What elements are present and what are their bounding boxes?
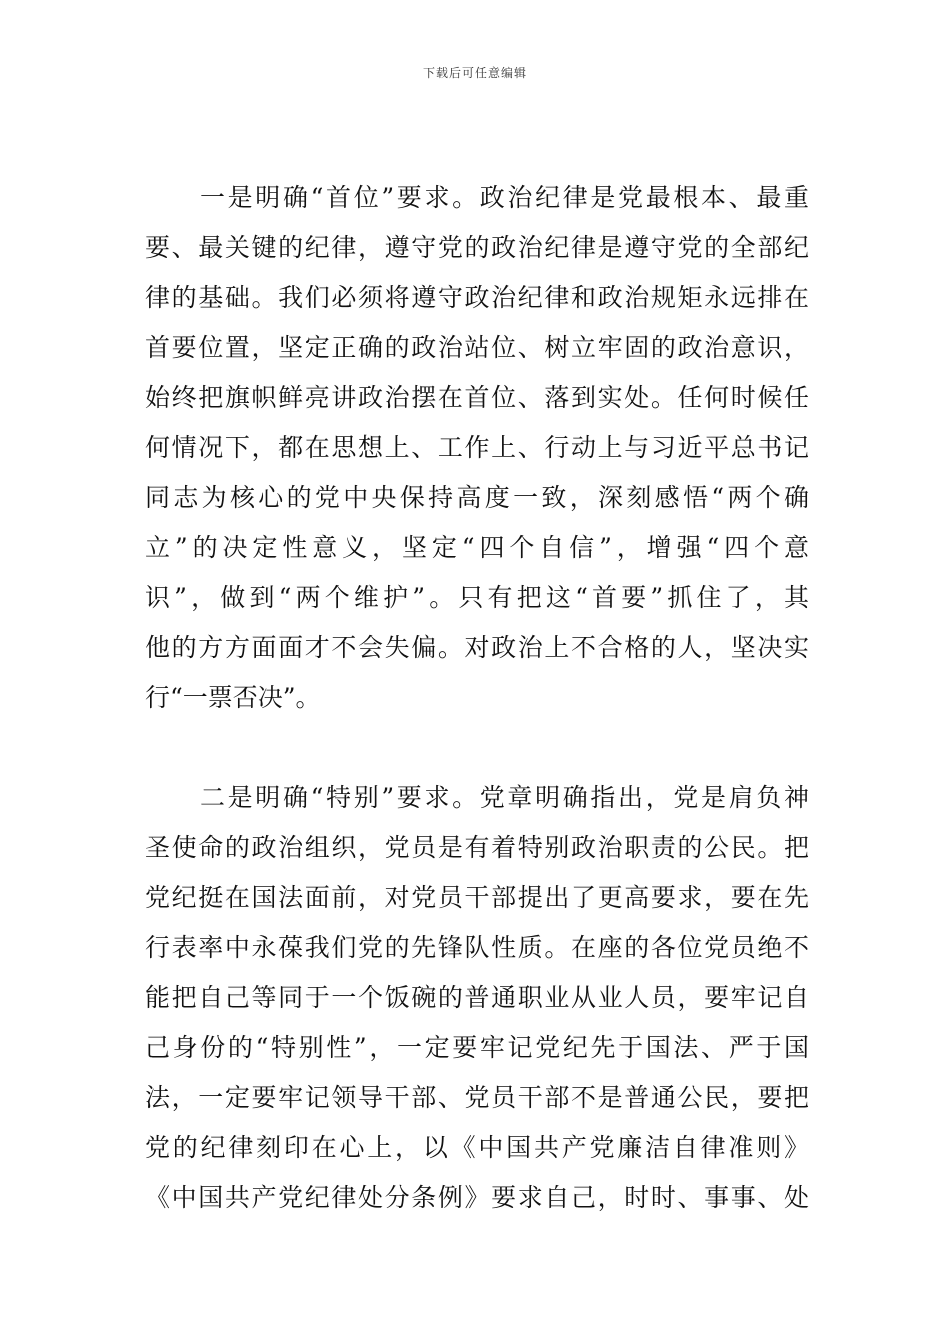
text-line: 律的基础。我们必须将遵守政治纪律和政治规矩永远排在 bbox=[145, 283, 809, 312]
text-line: 何情况下，都在思想上、工作上、行动上与习近平总书记 bbox=[145, 433, 809, 462]
text-line: 一是明确“首位”要求。政治纪律是党最根本、最重 bbox=[200, 183, 809, 212]
text-line: 他的方方面面才不会失偏。对政治上不合格的人，坚决实 bbox=[145, 633, 809, 662]
text-line: 行表率中永葆我们党的先锋队性质。在座的各位党员绝不 bbox=[145, 933, 809, 962]
text-line: 党纪挺在国法面前，对党员干部提出了更高要求，要在先 bbox=[145, 883, 809, 912]
text-line: 始终把旗帜鲜亮讲政治摆在首位、落到实处。任何时候任 bbox=[145, 383, 809, 412]
text-line: 《中国共产党纪律处分条例》要求自己，时时、事事、处 bbox=[145, 1183, 809, 1212]
text-line: 圣使命的政治组织，党员是有着特别政治职责的公民。把 bbox=[145, 833, 809, 862]
text-line: 立”的决定性意义，坚定“四个自信”，增强“四个意 bbox=[145, 533, 809, 562]
text-line: 识”，做到“两个维护”。只有把这“首要”抓住了，其 bbox=[145, 583, 809, 612]
paragraph-political-discipline bbox=[145, 173, 809, 723]
text-line: 同志为核心的党中央保持高度一致，深刻感悟“两个确 bbox=[145, 483, 809, 512]
text-line: 行“一票否决”。 bbox=[145, 683, 321, 712]
text-line: 首要位置，坚定正确的政治站位、树立牢固的政治意识， bbox=[145, 333, 809, 362]
text-line: 能把自己等同于一个饭碗的普通职业从业人员，要牢记自 bbox=[145, 983, 809, 1012]
text-line: 己身份的“特别性”，一定要牢记党纪先于国法、严于国 bbox=[145, 1033, 809, 1062]
paragraph-special-requirement bbox=[145, 773, 809, 1223]
text-line: 要、最关键的纪律，遵守党的政治纪律是遵守党的全部纪 bbox=[145, 233, 809, 262]
text-line: 党的纪律刻印在心上，以《中国共产党廉洁自律准则》 bbox=[145, 1133, 809, 1162]
page-header: 下载后可任意编辑 bbox=[422, 66, 527, 80]
text-line: 法，一定要牢记领导干部、党员干部不是普通公民，要把 bbox=[145, 1083, 809, 1112]
text-line: 二是明确“特别”要求。党章明确指出，党是肩负神 bbox=[200, 783, 809, 812]
